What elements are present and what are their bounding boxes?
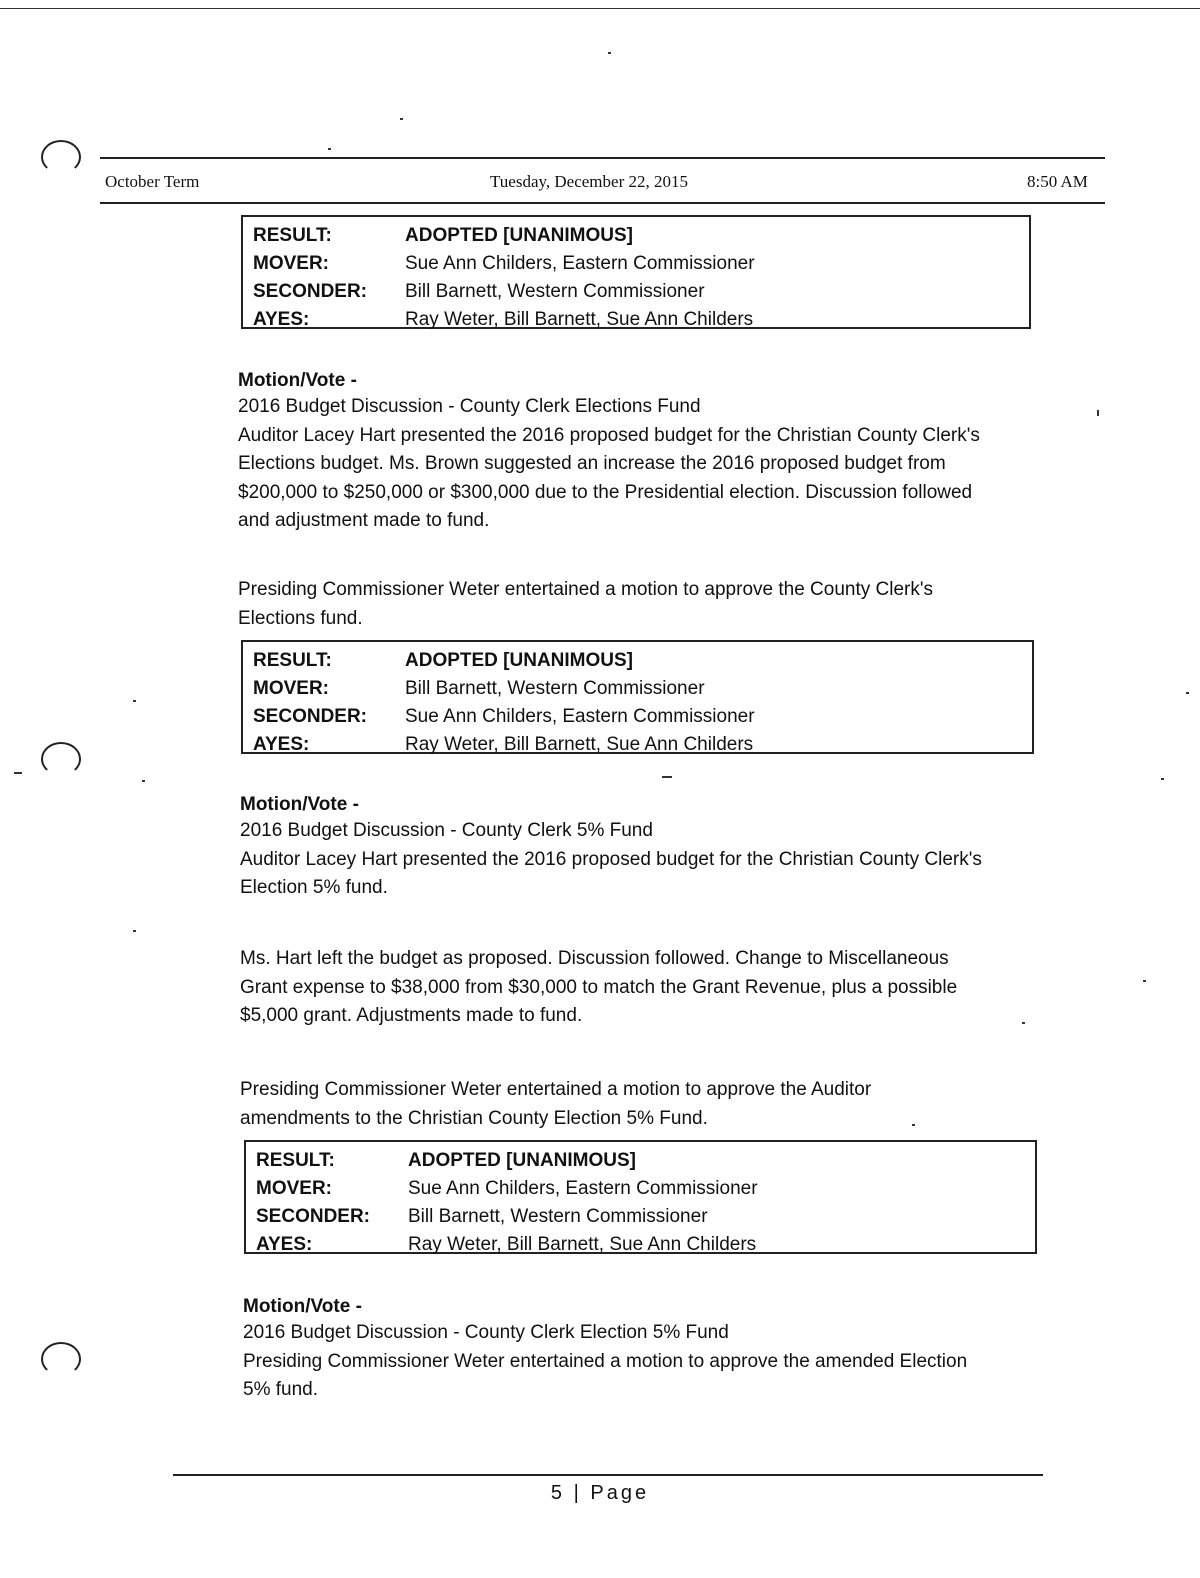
vote-key: RESULT: [253,225,332,246]
vote-value: ADOPTED [UNANIMOUS] [408,1150,636,1171]
header-rule [100,202,1105,204]
vote-value: Ray Weter, Bill Barnett, Sue Ann Childers [408,1234,757,1255]
paragraph-line: amendments to the Christian County Election 5% Fund. [240,1107,708,1129]
paragraph-line: Presiding Commissioner Weter entertained a motion to approve the amended Election [243,1350,968,1372]
vote-row-ayes [256,1234,756,1256]
section-paragraph [240,945,957,1031]
vote-value: Bill Barnett, Western Commissioner [405,678,705,699]
paragraph-line: 5% fund. [243,1379,318,1400]
section-paragraph [240,817,982,903]
vote-key: AYES: [256,1234,313,1255]
header-rule [100,157,1105,159]
vote-value: Bill Barnett, Western Commissioner [405,281,705,302]
paragraph-line: Presiding Commissioner Weter entertained a motion to approve the Auditor [240,1079,872,1100]
vote-row-ayes [253,309,753,331]
scan-speck [133,930,136,932]
vote-result-box [244,1140,1037,1254]
vote-key: SECONDER: [256,1206,371,1227]
vote-value: Sue Ann Childers, Eastern Commissioner [408,1178,758,1199]
vote-row-mover [256,1178,758,1200]
vote-key: AYES: [253,734,310,755]
vote-value: Ray Weter, Bill Barnett, Sue Ann Childers [405,734,754,755]
binder-hole-icon [41,1342,81,1376]
vote-key: MOVER: [253,253,329,274]
binder-hole-icon [41,742,81,776]
vote-row-seconder [256,1206,708,1228]
scan-speck [662,776,672,778]
motion-paragraph [238,576,933,633]
vote-key: MOVER: [253,678,329,699]
motion-heading: Motion/Vote - [240,794,359,815]
vote-row-seconder [253,706,755,728]
paragraph-line: Auditor Lacey Hart presented the 2016 proposed budget for the Christian County Clerk's [240,848,982,870]
scan-speck [14,772,22,774]
vote-key: RESULT: [256,1150,335,1171]
scan-speck [142,780,145,782]
scan-speck [400,118,403,120]
vote-value: Bill Barnett, Western Commissioner [408,1206,708,1227]
scan-edge [0,8,1200,9]
section-paragraph [243,1319,967,1405]
scan-speck [608,52,611,54]
vote-row-result [253,225,633,247]
vote-key: MOVER: [256,1178,332,1199]
vote-row-ayes [253,734,753,756]
binder-hole-icon [41,140,81,174]
paragraph-line: $5,000 grant. Adjustments made to fund. [240,1005,583,1026]
paragraph-line: 2016 Budget Discussion - County Clerk Elections Fund [238,396,701,417]
paragraph-line: Elections budget. Ms. Brown suggested an increase the 2016 proposed budget from [238,453,946,474]
paragraph-line: Presiding Commissioner Weter entertained a motion to approve the County Clerk's [238,579,933,600]
footer-rule [173,1474,1043,1476]
paragraph-line: and adjustment made to fund. [238,510,490,531]
paragraph-line: Ms. Hart left the budget as proposed. Discussion followed. Change to Miscellaneous [240,948,949,969]
header-term: October Term [105,172,200,191]
scan-speck [133,700,136,702]
vote-value: Sue Ann Childers, Eastern Commissioner [405,706,755,727]
header-date: Tuesday, December 22, 2015 [490,172,688,191]
scan-speck [912,1124,915,1126]
paragraph-line: 2016 Budget Discussion - County Clerk 5% Fund [240,820,653,841]
vote-row-mover [253,253,755,275]
section-paragraph [238,393,980,536]
scan-speck [1143,980,1146,982]
vote-value: ADOPTED [UNANIMOUS] [405,225,633,246]
scan-speck [1186,692,1189,694]
vote-row-result [253,650,633,672]
scan-speck [1022,1022,1025,1024]
motion-heading: Motion/Vote - [243,1296,362,1317]
vote-key: AYES: [253,309,310,330]
paragraph-line: $200,000 to $250,000 or $300,000 due to the Presidential election. Discussion followed [238,481,973,503]
page-number: 5 | Page [550,1482,650,1504]
vote-row-mover [253,678,705,700]
vote-value: Ray Weter, Bill Barnett, Sue Ann Childers [405,309,754,330]
vote-result-box [241,215,1031,329]
paragraph-line: 2016 Budget Discussion - County Clerk Election 5% Fund [243,1322,729,1343]
vote-result-box [241,640,1034,754]
motion-heading: Motion/Vote - [238,370,357,391]
paragraph-line: Elections fund. [238,607,363,629]
paragraph-line: Grant expense to $38,000 from $30,000 to match the Grant Revenue, plus a possible [240,976,958,998]
paragraph-line: Auditor Lacey Hart presented the 2016 proposed budget for the Christian County Clerk's [238,424,980,446]
scan-speck [328,148,331,150]
vote-row-seconder [253,281,705,303]
vote-key: SECONDER: [253,281,368,302]
header-time: 8:50 AM [1027,172,1088,191]
scan-speck [1097,410,1099,416]
vote-key: RESULT: [253,650,332,671]
motion-paragraph [240,1076,871,1133]
vote-value: ADOPTED [UNANIMOUS] [405,650,633,671]
vote-key: SECONDER: [253,706,368,727]
scan-speck [1161,778,1164,780]
vote-value: Sue Ann Childers, Eastern Commissioner [405,253,755,274]
paragraph-line: Election 5% fund. [240,877,388,898]
vote-row-result [256,1150,636,1172]
